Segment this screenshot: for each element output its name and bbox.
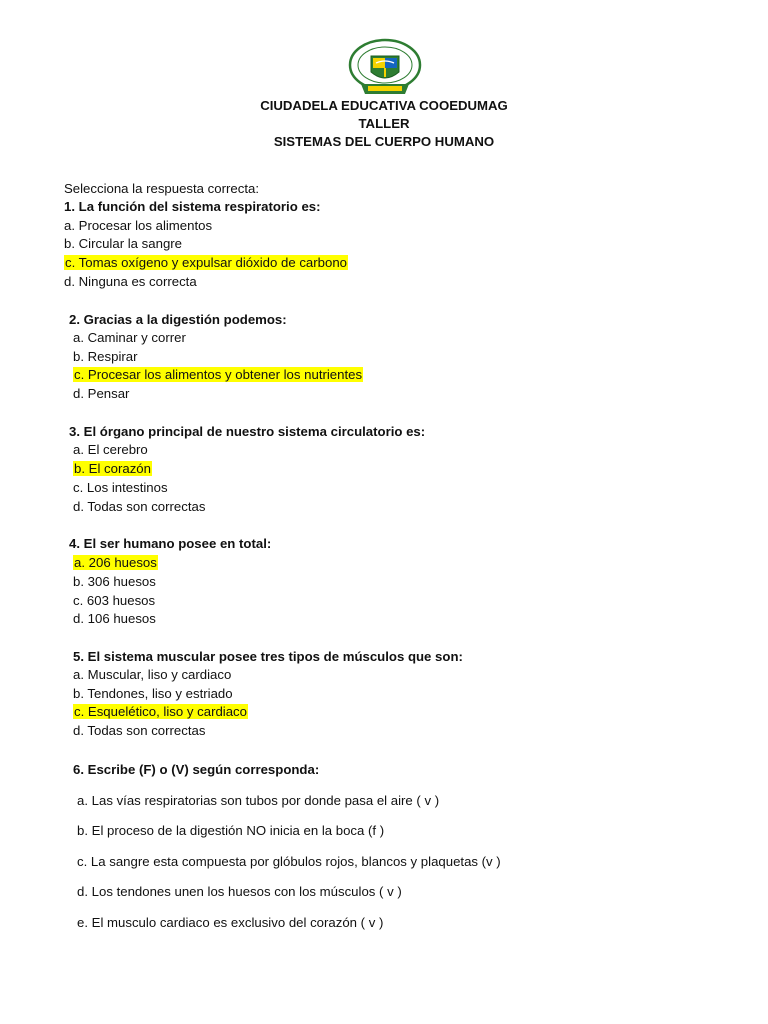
question-4-option-a-correct <box>73 554 158 571</box>
question-6-statement-c: c. La sangre esta compuesta por glóbulos rojos, blancos y plaquetas (v ) <box>77 854 501 869</box>
institution-name: CIUDADELA EDUCATIVA COOEDUMAG <box>260 98 508 113</box>
question-2: 2. Gracias a la digestión podemos: <box>69 312 287 327</box>
question-2-option-c-correct <box>73 366 363 383</box>
question-1-option-d: d. Ninguna es correcta <box>64 274 197 289</box>
question-3-option-d: d. Todas son correctas <box>73 499 206 514</box>
highlighted-answer: c. Procesar los alimentos y obtener los nutrientes <box>74 367 363 382</box>
question-1-option-a: a. Procesar los alimentos <box>64 218 213 233</box>
question-5-option-c-correct <box>73 703 248 720</box>
question-4-option-b: b. 306 huesos <box>73 574 156 589</box>
question-1-option-b: b. Circular la sangre <box>64 236 183 251</box>
document-type: TALLER <box>358 116 410 131</box>
question-4: 4. El ser humano posee en total: <box>69 536 272 551</box>
question-3-option-a: a. El cerebro <box>73 442 148 457</box>
question-5: 5. El sistema muscular posee tres tipos de músculos que son: <box>73 649 463 664</box>
question-2-option-d: d. Pensar <box>73 386 130 401</box>
question-2-option-b: b. Respirar <box>73 349 138 364</box>
question-4-option-c: c. 603 huesos <box>73 593 156 608</box>
question-2-option-a: a. Caminar y correr <box>73 330 186 345</box>
highlighted-answer: c. Tomas oxígeno y expulsar dióxido de carbono <box>65 255 347 270</box>
highlighted-answer: c. Esquelético, liso y cardiaco <box>74 704 247 719</box>
question-6-statement-b: b. El proceso de la digestión NO inicia en la boca (f ) <box>77 823 385 838</box>
question-6-statement-d: d. Los tendones unen los huesos con los músculos ( v ) <box>77 884 402 899</box>
question-5-option-b: b. Tendones, liso y estriado <box>73 686 233 701</box>
document-title: SISTEMAS DEL CUERPO HUMANO <box>273 134 495 149</box>
question-1: 1. La función del sistema respiratorio es: <box>64 199 321 214</box>
question-1-option-c-correct <box>64 254 348 271</box>
school-logo <box>347 38 423 100</box>
question-6: 6. Escribe (F) o (V) según corresponda: <box>73 762 320 777</box>
question-6-statement-a: a. Las vías respiratorias son tubos por donde pasa el aire ( v ) <box>77 793 440 808</box>
question-3-option-c: c. Los intestinos <box>73 480 168 495</box>
highlighted-answer: b. El corazón <box>74 461 151 476</box>
question-4-option-d: d. 106 huesos <box>73 611 156 626</box>
question-5-option-d: d. Todas son correctas <box>73 723 206 738</box>
instructions: Selecciona la respuesta correcta: <box>64 181 259 196</box>
question-3-option-b-correct <box>73 460 152 477</box>
question-3: 3. El órgano principal de nuestro sistema circulatorio es: <box>69 424 426 439</box>
school-crest-icon <box>347 38 423 100</box>
question-6-statement-e: e. El musculo cardiaco es exclusivo del corazón ( v ) <box>77 915 384 930</box>
highlighted-answer: a. 206 huesos <box>74 555 157 570</box>
question-5-option-a: a. Muscular, liso y cardiaco <box>73 667 232 682</box>
